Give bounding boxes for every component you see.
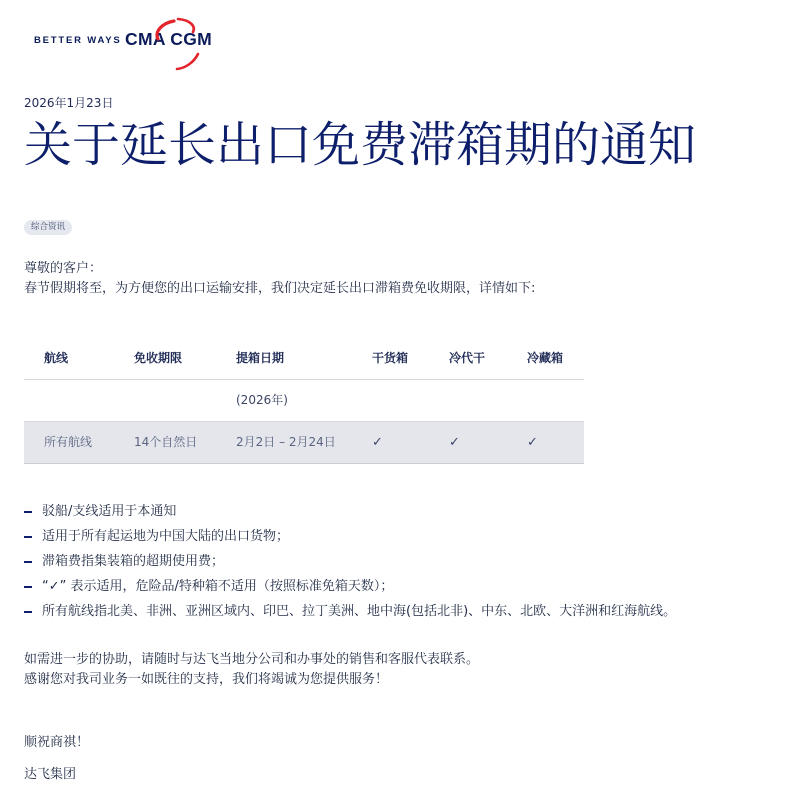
dash-bullet-icon <box>24 536 32 538</box>
category-tag[interactable]: 综合资讯 <box>24 220 72 235</box>
header-pickup-date: 提箱日期 <box>236 351 285 365</box>
cell-route: 所有航线 <box>44 435 93 449</box>
dash-bullet-icon <box>24 561 32 563</box>
table-row <box>24 422 584 464</box>
subheader-year: (2026年) <box>236 393 288 407</box>
publish-date: 2026年1月23日 <box>24 96 114 110</box>
note-text: 滞箱费指集装箱的超期使用费； <box>42 554 225 569</box>
cma-cgm-logo[interactable] <box>34 20 234 64</box>
table-subheader-row <box>24 380 584 422</box>
note-text: 驳船/支线适用于本通知 <box>42 504 177 519</box>
note-text: “✓” 表示适用，危险品/特种箱不适用（按照标准免箱天数）； <box>42 579 394 594</box>
header-route: 航线 <box>44 351 69 365</box>
thanks-sentence: 感谢您对我司业务一如既往的支持，我们将竭诚为您提供服务！ <box>24 672 389 687</box>
page-title: 关于延长出口免费滞箱期的通知 <box>24 117 697 173</box>
header-reefer-container: 冷藏箱 <box>527 351 564 365</box>
cell-dry-check-icon: ✓ <box>372 435 383 450</box>
contact-sentence: 如需进一步的协助，请随时与达飞当地分公司和办事处的销售和客服代表联系。 <box>24 652 480 667</box>
greeting-salutation: 尊敬的客户： <box>24 261 103 276</box>
header-dry-container: 干货箱 <box>372 351 409 365</box>
logo-tagline: BETTER WAYS <box>34 35 122 46</box>
note-text: 所有航线指北美、非洲、亚洲区域内、印巴、拉丁美洲、地中海(包括北非)、中东、北欧、大洋洲和红海航线。 <box>42 604 677 619</box>
greeting-block <box>24 259 535 299</box>
cell-free-period: 14个自然日 <box>134 435 198 449</box>
note-text: 适用于所有起运地为中国大陆的出口货物； <box>42 529 290 544</box>
dash-bullet-icon <box>24 611 32 613</box>
cell-pickup-dates: 2月2日 – 2月24日 <box>236 435 336 449</box>
table-header-row <box>24 338 584 380</box>
header-reefer-as-dry: 冷代干 <box>449 351 486 365</box>
cell-reefer-as-dry-check-icon: ✓ <box>449 435 460 450</box>
logo-swoosh-icon <box>144 12 206 74</box>
signature: 达飞集团 <box>24 767 77 782</box>
logo-wordmark: CMA CGM <box>125 29 212 49</box>
greeting-intro: 春节假期将至，为方便您的出口运输安排，我们决定延长出口滞箱费免收期限，详情如下: <box>24 281 536 296</box>
dash-bullet-icon <box>24 586 32 588</box>
dash-bullet-icon <box>24 511 32 513</box>
free-time-table <box>24 338 584 464</box>
cell-reefer-check-icon: ✓ <box>527 435 538 450</box>
header-free-period: 免收期限 <box>134 351 183 365</box>
regards-line: 顺祝商祺！ <box>24 735 90 750</box>
closing-block <box>24 650 479 690</box>
